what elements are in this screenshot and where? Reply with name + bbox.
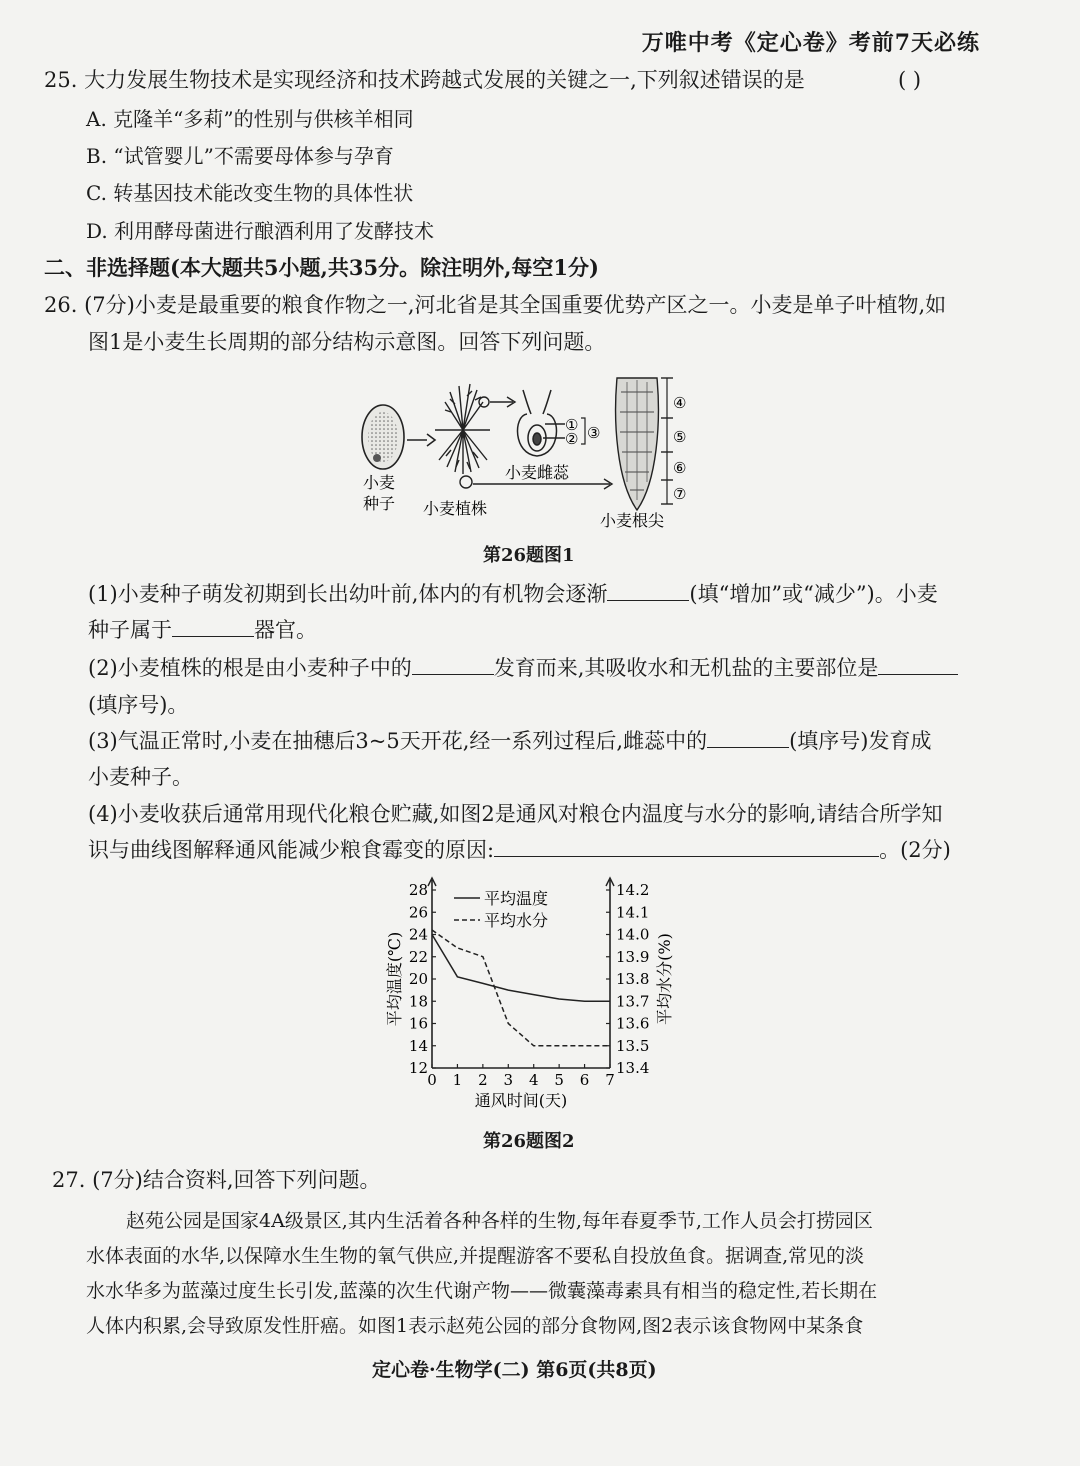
x-tick-label: 4 (528, 1071, 539, 1089)
series-line-moisture (432, 930, 610, 1046)
y-left-tick-label: 20 (408, 970, 428, 988)
q26-blank-3[interactable] (412, 652, 494, 675)
fig1-caption: 第26题图1 (483, 545, 575, 566)
wheat-pistil-drawing (518, 390, 565, 456)
q26-sub1-text-d: 器官。 (254, 618, 317, 642)
q26-sub2-text-a: (2)小麦植株的根是由小麦种子中的 (88, 656, 412, 680)
x-tick-label: 1 (452, 1071, 463, 1089)
x-tick-label: 3 (503, 1071, 514, 1089)
plant-label: 小麦植株 (423, 499, 488, 518)
x-tick-label: 6 (579, 1071, 590, 1089)
y-right-tick-label: 13.7 (616, 992, 650, 1011)
y-right-tick-label: 13.9 (616, 947, 650, 966)
q25-option-b: B. “试管婴儿”不需要母体参与孕育 (86, 144, 394, 168)
q25-answer-paren: ( ) (898, 68, 922, 92)
q26-sub1-text-b: (填“增加”或“减少”)。小麦 (689, 582, 938, 606)
q27-stem: 27. (7分)结合资料,回答下列问题。 (52, 1168, 381, 1192)
q27-passage-line-3: 水水华多为蓝藻过度生长引发,蓝藻的次生代谢产物——微囊藻毒素具有相当的稳定性,若长期在 (86, 1280, 878, 1302)
legend-label-moisture: 平均水分 (484, 911, 549, 930)
x-tick-label: 7 (605, 1071, 615, 1089)
mark-4: ④ (673, 394, 687, 412)
y-right-tick-label: 13.4 (616, 1059, 650, 1077)
fig2-caption: 第26题图2 (483, 1131, 575, 1152)
y-axis-left-label: 平均温度(℃) (385, 931, 404, 1027)
series-line-temperature (432, 935, 610, 1002)
q26-sub1-text-c: 种子属于 (88, 618, 172, 642)
q26-sub3-text-a: (3)气温正常时,小麦在抽穗后3~5天开花,经一系列过程后,雌蕊中的 (88, 729, 708, 753)
q26-sub3-line2: 小麦种子。 (88, 765, 193, 789)
q27-passage-line-4: 人体内积累,会导致原发性肝癌。如图1表示赵苑公园的部分食物网,图2表示该食物网中某条食 (86, 1315, 864, 1337)
q26-blank-2[interactable] (172, 614, 254, 637)
seed-label-2: 种子 (363, 494, 396, 513)
seed-label-1: 小麦 (363, 473, 396, 492)
q26-sub2-line2: (填序号)。 (88, 693, 189, 717)
q26-sub1-line2 (88, 612, 317, 648)
y-left-tick-label: 18 (408, 992, 428, 1011)
mark-7: ⑦ (673, 485, 687, 503)
q27-passage-line-2: 水体表面的水华,以保障水生生物的氧气供应,并提醒游客不要私自投放鱼食。据调查,常见的淡 (86, 1245, 865, 1267)
x-tick-label: 0 (427, 1071, 437, 1089)
q26-blank-1[interactable] (607, 578, 689, 601)
q26-sub2-line1 (88, 650, 958, 686)
y-right-tick-label: 14.0 (616, 925, 650, 944)
x-tick-label: 5 (554, 1071, 564, 1089)
q26-sub1-text-a: (1)小麦种子萌发初期到长出幼叶前,体内的有机物会逐渐 (88, 582, 608, 606)
q26-line1: 26. (7分)小麦是最重要的粮食作物之一,河北省是其全国重要优势产区之一。小麦是单子叶植物,如 (44, 293, 947, 317)
x-tick-label: 2 (478, 1071, 488, 1089)
q25-option-c: C. 转基因技术能改变生物的具体性状 (86, 181, 414, 205)
y-right-tick-label: 13.6 (616, 1014, 650, 1033)
q26-sub4-text-c: 。(2分) (879, 838, 951, 862)
root-tip-label: 小麦根尖 (600, 511, 665, 530)
q26-sub3-text-b: (填序号)发育成 (789, 729, 932, 753)
q25-option-d: D. 利用酵母菌进行酿酒利用了发酵技术 (86, 219, 435, 243)
q26-blank-4[interactable] (878, 652, 958, 675)
mark-2: ② (565, 430, 579, 448)
y-left-tick-label: 14 (408, 1036, 428, 1055)
q25-stem: 25. 大力发展生物技术是实现经济和技术跨越式发展的关键之一,下列叙述错误的是 (44, 68, 805, 92)
q26-blank-5[interactable] (707, 725, 789, 748)
y-axis-right-label: 平均水分(%) (655, 933, 674, 1025)
y-right-tick-label: 14.2 (616, 881, 650, 899)
page-header: 万唯中考《定心卷》考前7天必练 (641, 30, 980, 56)
wheat-root-tip-drawing (616, 378, 673, 510)
wheat-seed-drawing (362, 405, 404, 469)
pistil-label: 小麦雌蕊 (505, 463, 570, 482)
q25-option-a: A. 克隆羊“多莉”的性别与供核羊相同 (86, 107, 414, 131)
y-right-tick-label: 13.8 (616, 970, 650, 988)
legend-label-temperature: 平均温度 (484, 889, 549, 908)
mark-3: ③ (587, 424, 601, 442)
y-left-tick-label: 16 (408, 1014, 428, 1033)
y-left-tick-label: 28 (408, 881, 428, 899)
q26-sub1-line1 (88, 576, 938, 612)
wheat-plant-drawing (435, 384, 490, 488)
mark-1: ① (565, 416, 579, 434)
mark-6: ⑥ (673, 459, 687, 477)
q27-passage-line-1: 赵苑公园是国家4A级景区,其内生活着各种各样的生物,每年春夏季节,工作人员会打捞园区 (126, 1210, 873, 1232)
q26-sub4-text-b: 识与曲线图解释通风能减少粮食霉变的原因: (88, 838, 495, 862)
x-axis-label: 通风时间(天) (474, 1091, 568, 1110)
y-right-tick-label: 13.5 (616, 1036, 650, 1055)
y-left-tick-label: 22 (408, 947, 428, 966)
section-title: 二、非选择题(本大题共5小题,共35分。除注明外,每空1分) (44, 255, 599, 280)
page-footer: 定心卷·生物学(二) 第6页(共8页) (372, 1359, 657, 1381)
y-left-tick-label: 12 (408, 1059, 428, 1077)
y-right-tick-label: 14.1 (616, 903, 650, 922)
q26-sub4-line2 (88, 832, 951, 868)
q26-line2: 图1是小麦生长周期的部分结构示意图。回答下列问题。 (88, 330, 606, 354)
wheat-structure-figure (355, 372, 715, 532)
ventilation-chart (370, 872, 690, 1122)
y-left-tick-label: 26 (408, 903, 428, 922)
q26-sub3-line1 (88, 723, 931, 759)
mark-5: ⑤ (673, 428, 687, 446)
q26-sub4-line1: (4)小麦收获后通常用现代化粮仓贮藏,如图2是通风对粮仓内温度与水分的影响,请结合所学知 (88, 802, 943, 826)
q26-sub2-text-b: 发育而来,其吸收水和无机盐的主要部位是 (493, 656, 879, 680)
q26-blank-6[interactable] (494, 834, 879, 857)
y-left-tick-label: 24 (408, 925, 428, 944)
